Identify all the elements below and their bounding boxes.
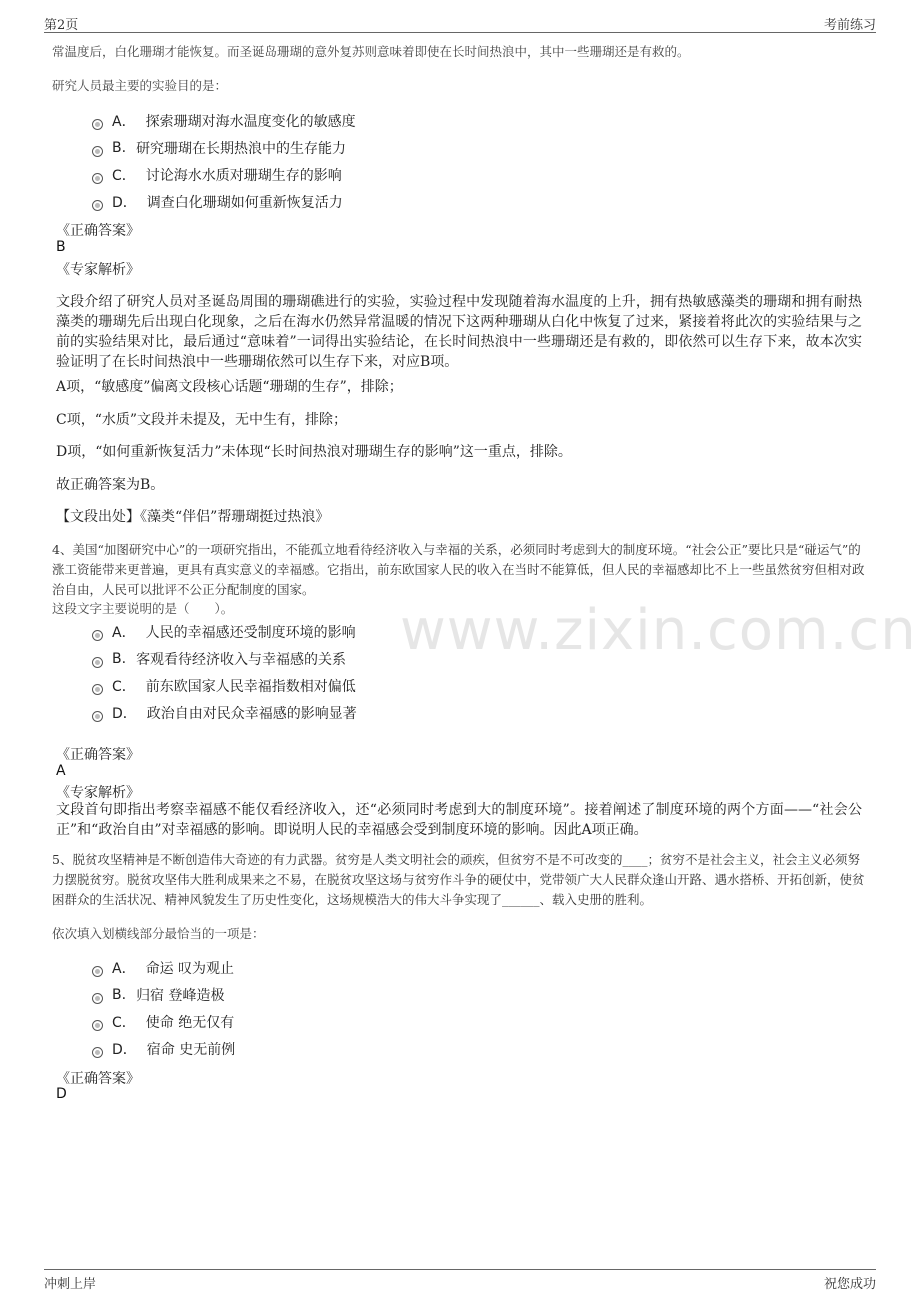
q3-analysis-c: C项，“水质”文段并未提及，无中生有，排除； — [56, 412, 348, 428]
q3-option-b[interactable]: B. 研究珊瑚在长期热浪中的生存能力 — [92, 137, 346, 159]
radio-icon[interactable] — [92, 684, 103, 695]
watermark: www.zixin.com.cn — [400, 598, 917, 663]
q4-option-a[interactable]: A． 人民的幸福感还受制度环境的影响 — [92, 621, 356, 643]
q3-conclusion: 故正确答案为B。 — [56, 477, 165, 493]
q3-source: 【文段出处】《藻类“伴侣”帮珊瑚挺过热浪》 — [56, 509, 330, 525]
q4-answer-label: 《正确答案》 — [56, 747, 140, 763]
radio-icon[interactable] — [92, 630, 103, 641]
q4-answer: A — [56, 763, 66, 779]
q5-option-b[interactable]: B. 归宿 登峰造极 — [92, 984, 225, 1006]
q5-stem: 5、脱贫攻坚精神是不断创造伟大奇迹的有力武器。贫穷是人类文明社会的顽疾，但贫穷不是不可改变的____；贫穷不是社会主义，社会主义必须努力摆脱贫穷。脱贫攻坚伟大胜利成果来之不易，在脱贫攻坚这场与贫穷作斗争的硬仗中，党带领广大人民群众逢山开路、遇水搭桥、开拓创新，使贫困群众的生活状况、精神风貌发生了历史性变化，这场规模浩大的伟大斗争实现了______、载入史册的胜利。 — [52, 852, 865, 907]
q4-option-b[interactable]: B. 客观看待经济收入与幸福感的关系 — [92, 648, 346, 670]
page-number: 第2页 — [44, 18, 79, 33]
radio-icon[interactable] — [92, 1020, 103, 1031]
q4-question: 这段文字主要说明的是（ ）。 — [52, 601, 234, 616]
q4-analysis-label: 《专家解析》 — [56, 785, 140, 801]
q5-answer: D — [56, 1086, 67, 1102]
q3-analysis-main: 文段介绍了研究人员对圣诞岛周围的珊瑚礁进行的实验，实验过程中发现随着海水温度的上升，拥有热敏感藻类的珊瑚和拥有耐热藻类的珊瑚先后出现白化现象，之后在海水仍然异常温暖的情况下这两种珊瑚从白化中恢复了过来，紧接着将此次的实验结果与之前的实验结果对比，最后通过“意味着”一词得出实验结论，在长时间热浪中一些珊瑚还是有救的，即依然可以生存下来，故本次实验证明了在长时间热浪中一些珊瑚依然可以生存下来，对应B项。 — [56, 294, 862, 370]
q5-option-a[interactable]: A． 命运 叹为观止 — [92, 957, 234, 979]
radio-icon[interactable] — [92, 993, 103, 1004]
q3-question: 研究人员最主要的实验目的是： — [52, 78, 228, 93]
q3-answer-label: 《正确答案》 — [56, 223, 140, 239]
q3-option-a[interactable]: A． 探索珊瑚对海水温度变化的敏感度 — [92, 110, 356, 132]
q3-analysis-a: A项，“敏感度”偏离文段核心话题“珊瑚的生存”，排除； — [56, 379, 403, 395]
q5-answer-label: 《正确答案》 — [56, 1071, 140, 1087]
radio-icon[interactable] — [92, 711, 103, 722]
q3-analysis-d: D项，“如何重新恢复活力”未体现“长时间热浪对珊瑚生存的影响”这一重点，排除。 — [56, 444, 572, 460]
footer-left: 冲刺上岸 — [44, 1277, 97, 1292]
radio-icon[interactable] — [92, 966, 103, 977]
q3-analysis-label: 《专家解析》 — [56, 262, 140, 278]
footer-right: 祝您成功 — [823, 1277, 876, 1292]
radio-icon[interactable] — [92, 200, 103, 211]
radio-icon[interactable] — [92, 173, 103, 184]
radio-icon[interactable] — [92, 119, 103, 130]
radio-icon[interactable] — [92, 657, 103, 668]
header-title: 考前练习 — [823, 18, 876, 33]
q3-option-c[interactable]: C． 讨论海水水质对珊瑚生存的影响 — [92, 164, 342, 186]
q5-option-d[interactable]: D． 宿命 史无前例 — [92, 1038, 235, 1060]
q4-stem: 4、美国“加图研究中心”的一项研究指出，不能孤立地看待经济收入与幸福的关系，必须同时考虑到大的制度环境。“社会公正”要比只是“碰运气”的涨工资能带来更普遍，更具有真实意义的幸福感。它指出，前东欧国家人民的收入在当时不能算低，但人民的幸福感却比不上一些虽然贫穷但相对政治自由，人民可以批评不公正分配制度的国家。 — [52, 542, 865, 597]
q3-answer: B — [56, 239, 66, 255]
radio-icon[interactable] — [92, 146, 103, 157]
q4-option-d[interactable]: D． 政治自由对民众幸福感的影响显著 — [92, 702, 357, 724]
q3-passage-tail: 常温度后，白化珊瑚才能恢复。而圣诞岛珊瑚的意外复苏则意味着即使在长时间热浪中，其中一些珊瑚还是有救的。 — [52, 44, 690, 59]
radio-icon[interactable] — [92, 1047, 103, 1058]
q5-question: 依次填入划横线部分最恰当的一项是： — [52, 926, 265, 941]
page-footer — [44, 1269, 876, 1294]
q5-option-c[interactable]: C． 使命 绝无仅有 — [92, 1011, 234, 1033]
q4-option-c[interactable]: C． 前东欧国家人民幸福指数相对偏低 — [92, 675, 356, 697]
q4-analysis: 文段首句即指出考察幸福感不能仅看经济收入，还“必须同时考虑到大的制度环境”。接着阐述了制度环境的两个方面——“社会公正”和“政治自由”对幸福感的影响。即说明人民的幸福感会受到制度环境的影响。因此A项正确。 — [56, 802, 862, 838]
page-header — [44, 12, 876, 33]
q3-option-d[interactable]: D． 调查白化珊瑚如何重新恢复活力 — [92, 191, 343, 213]
